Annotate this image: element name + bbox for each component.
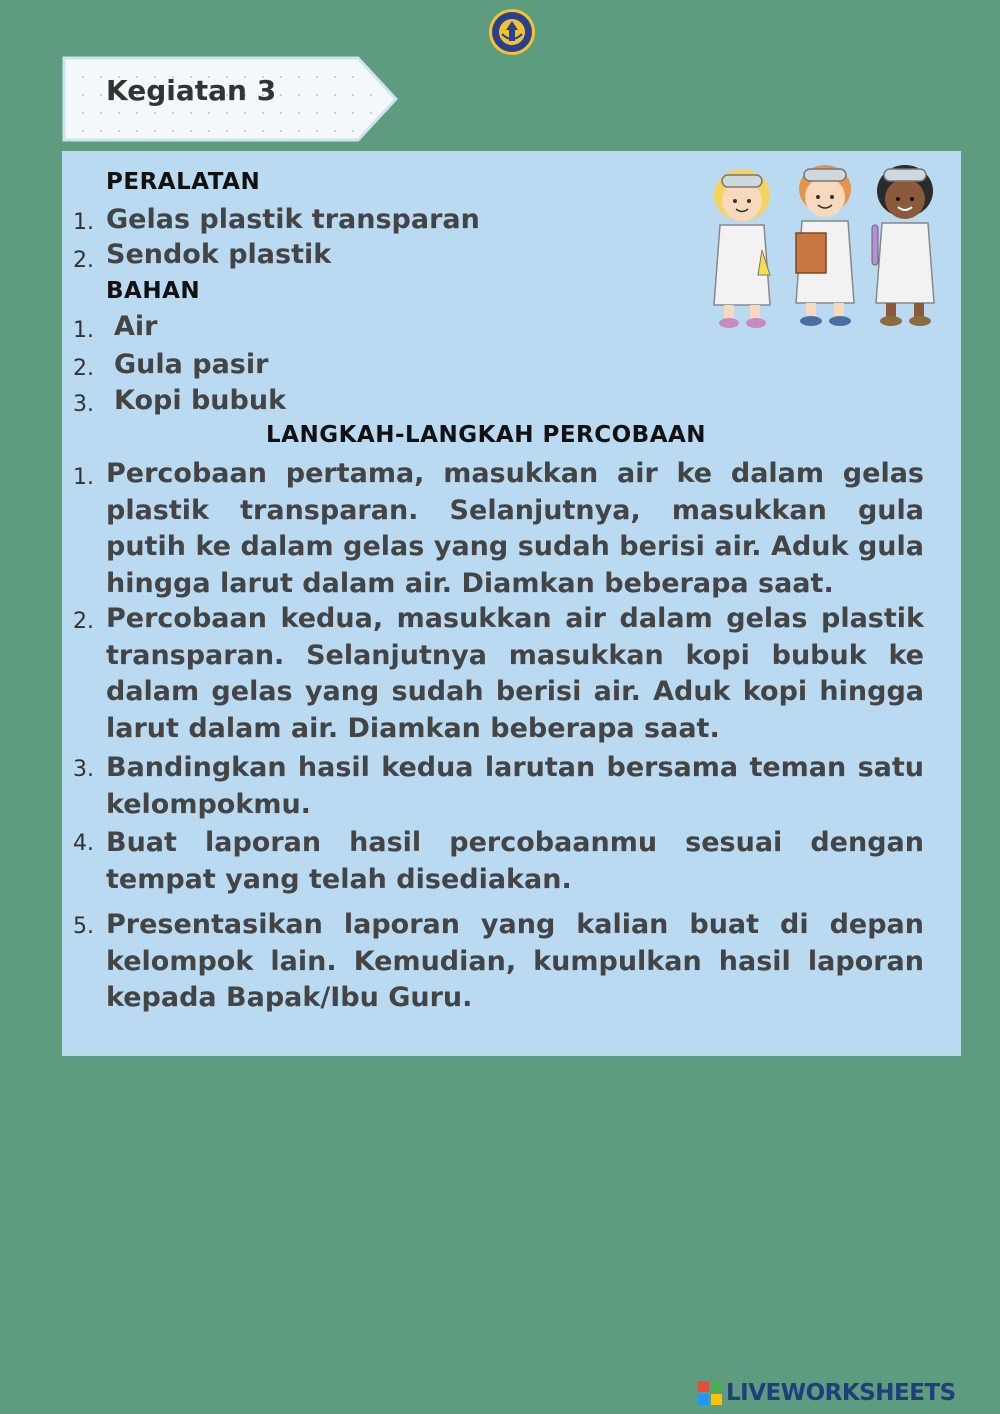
peralatan-num-1: 1. [73, 210, 94, 235]
step-num-1: 1. [73, 465, 94, 490]
peralatan-item-1: Gelas plastik transparan [106, 204, 480, 235]
bahan-item-1: Air [114, 311, 158, 342]
page-title: Kegiatan 3 [106, 74, 277, 107]
peralatan-item-2: Sendok plastik [106, 239, 332, 270]
peralatan-heading: PERALATAN [106, 169, 261, 195]
step-text-2: Percobaan kedua, masukkan air dalam gelas plastik transparan. Selanjutnya masukkan kopi bubuk ke dalam gelas yang sudah berisi air. Aduk kopi hingga larut dalam air. Diamkan beberapa saat. [106, 603, 924, 744]
step-text-4: Buat laporan hasil percobaanmu sesuai dengan tempat yang telah disediakan. [106, 827, 924, 895]
university-logo-icon [488, 8, 536, 56]
step-num-2: 2. [73, 609, 94, 634]
bahan-num-1: 1. [73, 318, 94, 343]
bahan-heading: BAHAN [106, 278, 201, 304]
langkah-heading: LANGKAH-LANGKAH PERCOBAAN [266, 422, 707, 448]
step-num-4: 4. [73, 831, 94, 856]
bahan-num-3: 3. [73, 392, 94, 417]
step-num-3: 3. [73, 757, 94, 782]
bahan-item-3: Kopi bubuk [114, 385, 287, 416]
step-text-5: Presentasikan laporan yang kalian buat di depan kelompok lain. Kemudian, kumpulkan hasil laporan kepada Bapak/Ibu Guru. [106, 909, 924, 1013]
step-text-1: Percobaan pertama, masukkan air ke dalam gelas plastik transparan. Selanjutnya, masukkan gula putih ke dalam gelas yang sudah berisi air. Aduk gula hingga larut dalam air. Diamkan beberapa saat. [106, 458, 924, 599]
liveworksheets-logo-icon [698, 1381, 722, 1405]
bahan-item-2: Gula pasir [114, 349, 269, 380]
scientist-kids-illustration-icon [700, 155, 945, 335]
bahan-num-2: 2. [73, 356, 94, 381]
watermark-text: LIVEWORKSHEETS [726, 1380, 956, 1406]
step-num-5: 5. [73, 914, 94, 939]
step-text-3: Bandingkan hasil kedua larutan bersama teman satu kelompokmu. [106, 752, 924, 820]
liveworksheets-watermark[interactable] [698, 1380, 956, 1406]
peralatan-num-2: 2. [73, 248, 94, 273]
